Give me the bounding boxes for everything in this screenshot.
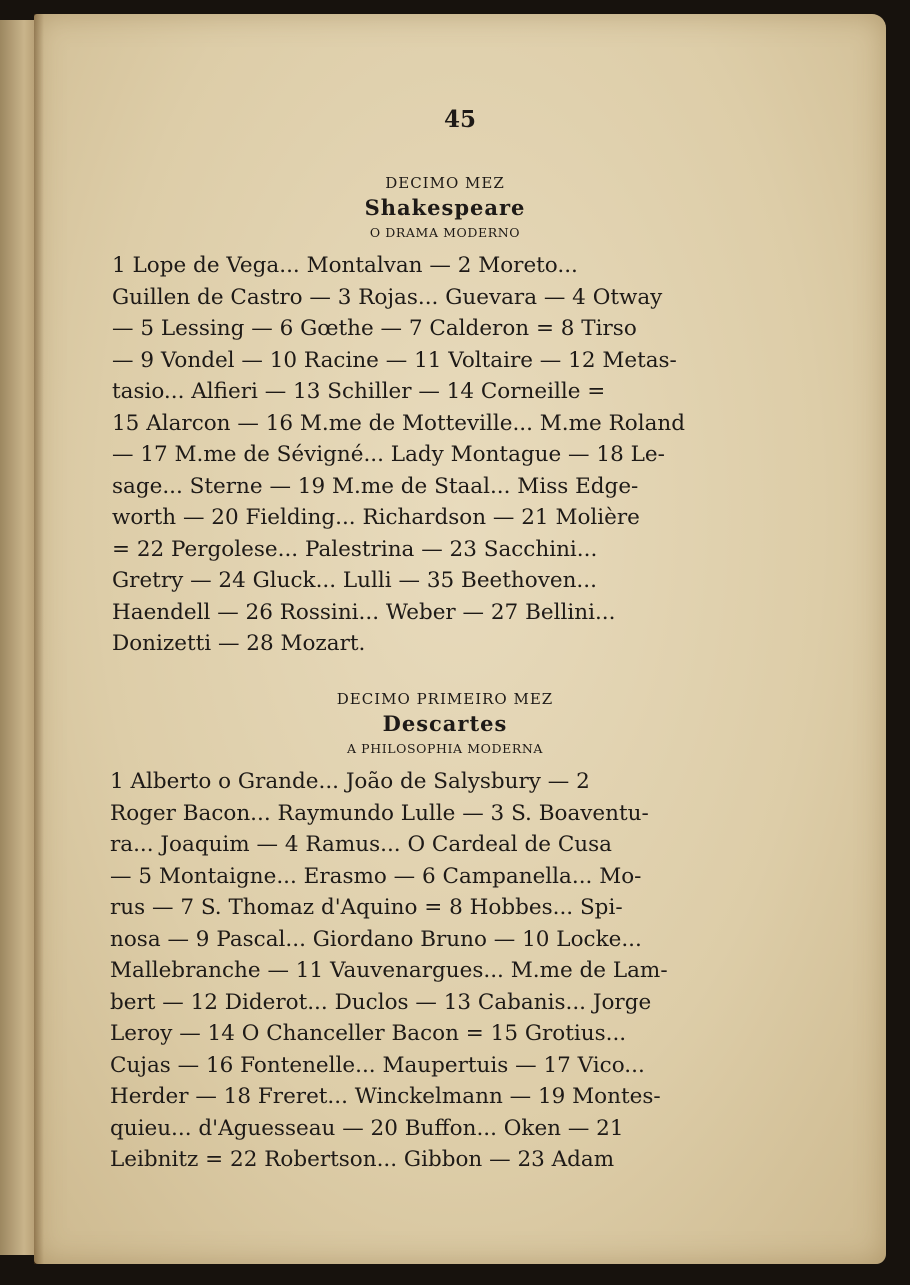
text-line: rus — 7 S. Thomaz d'Aquino = 8 Hobbes... Spi- (110, 895, 623, 920)
body-text (112, 250, 740, 660)
section-subtitle: A PHILOSOPHIA MODERNA (346, 741, 544, 756)
page-gutter-shadow (34, 14, 44, 1264)
figure-heading: Shakespeare (364, 195, 526, 220)
text-line: Donizetti — 28 Mozart. (112, 631, 366, 656)
text-line: — 5 Montaigne... Erasmo — 6 Campanella... Mo- (110, 863, 642, 889)
month-heading: DECIMO MEZ (385, 174, 505, 192)
text-line: quieu... d'Aguesseau — 20 Buffon... Oken — 21 (110, 1115, 624, 1141)
text-line: Cujas — 16 Fontenelle... Maupertuis — 17 Vico... (110, 1052, 645, 1078)
text-line: — 17 M.me de Sévigné... Lady Montague — 18 Le- (112, 442, 665, 467)
text-line: Herder — 18 Freret... Winckelmann — 19 Montes- (110, 1084, 661, 1109)
text-line: Gretry — 24 Gluck... Lulli — 35 Beethoven... (112, 568, 597, 593)
text-line: Guillen de Castro — 3 Rojas... Guevara — 4 Otway (112, 284, 663, 310)
text-line: = 22 Pergolese... Palestrina — 23 Sacchini... (112, 536, 598, 562)
text-line: Roger Bacon... Raymundo Lulle — 3 S. Boaventu- (110, 800, 649, 826)
text-line: bert — 12 Diderot... Duclos — 13 Cabanis... Jorge (110, 989, 652, 1015)
month-heading: DECIMO PRIMEIRO MEZ (336, 690, 554, 708)
text-line: sage... Sterne — 19 M.me de Staal... Miss Edge- (112, 473, 639, 499)
text-line: — 9 Vondel — 10 Racine — 11 Voltaire — 12 Metas- (112, 347, 677, 373)
section-subtitle: O DRAMA MODERNO (369, 225, 521, 240)
text-line: nosa — 9 Pascal... Giordano Bruno — 10 Locke... (110, 926, 642, 952)
section-decimo-primeiro-mez (110, 688, 740, 1176)
text-line: 1 Lope de Vega... Montalvan — 2 Moreto... (112, 253, 578, 278)
body-text (110, 766, 740, 1176)
text-line: Mallebranche — 11 Vauvenargues... M.me de Lam- (110, 958, 668, 983)
text-line: 1 Alberto o Grande... João de Salysbury — 2 (110, 769, 590, 794)
text-line: worth — 20 Fielding... Richardson — 21 Molière (112, 505, 640, 530)
text-line: ra... Joaquim — 4 Ramus... O Cardeal de Cusa (110, 832, 612, 857)
text-line: Leroy — 14 O Chanceller Bacon = 15 Grotius... (110, 1021, 627, 1046)
figure-heading: Descartes (382, 711, 508, 736)
text-line: Leibnitz = 22 Robertson... Gibbon — 23 Adam (110, 1147, 615, 1172)
text-line: Haendell — 26 Rossini... Weber — 27 Bellini... (112, 599, 616, 625)
text-line: — 5 Lessing — 6 Gœthe — 7 Calderon = 8 Tirso (112, 316, 637, 341)
text-line: tasio... Alfieri — 13 Schiller — 14 Corneille = (112, 379, 606, 404)
page-number: 45 (443, 106, 476, 133)
text-line: 15 Alarcon — 16 M.me de Motteville... M.me Roland (112, 410, 686, 436)
section-decimo-mez (110, 172, 740, 660)
